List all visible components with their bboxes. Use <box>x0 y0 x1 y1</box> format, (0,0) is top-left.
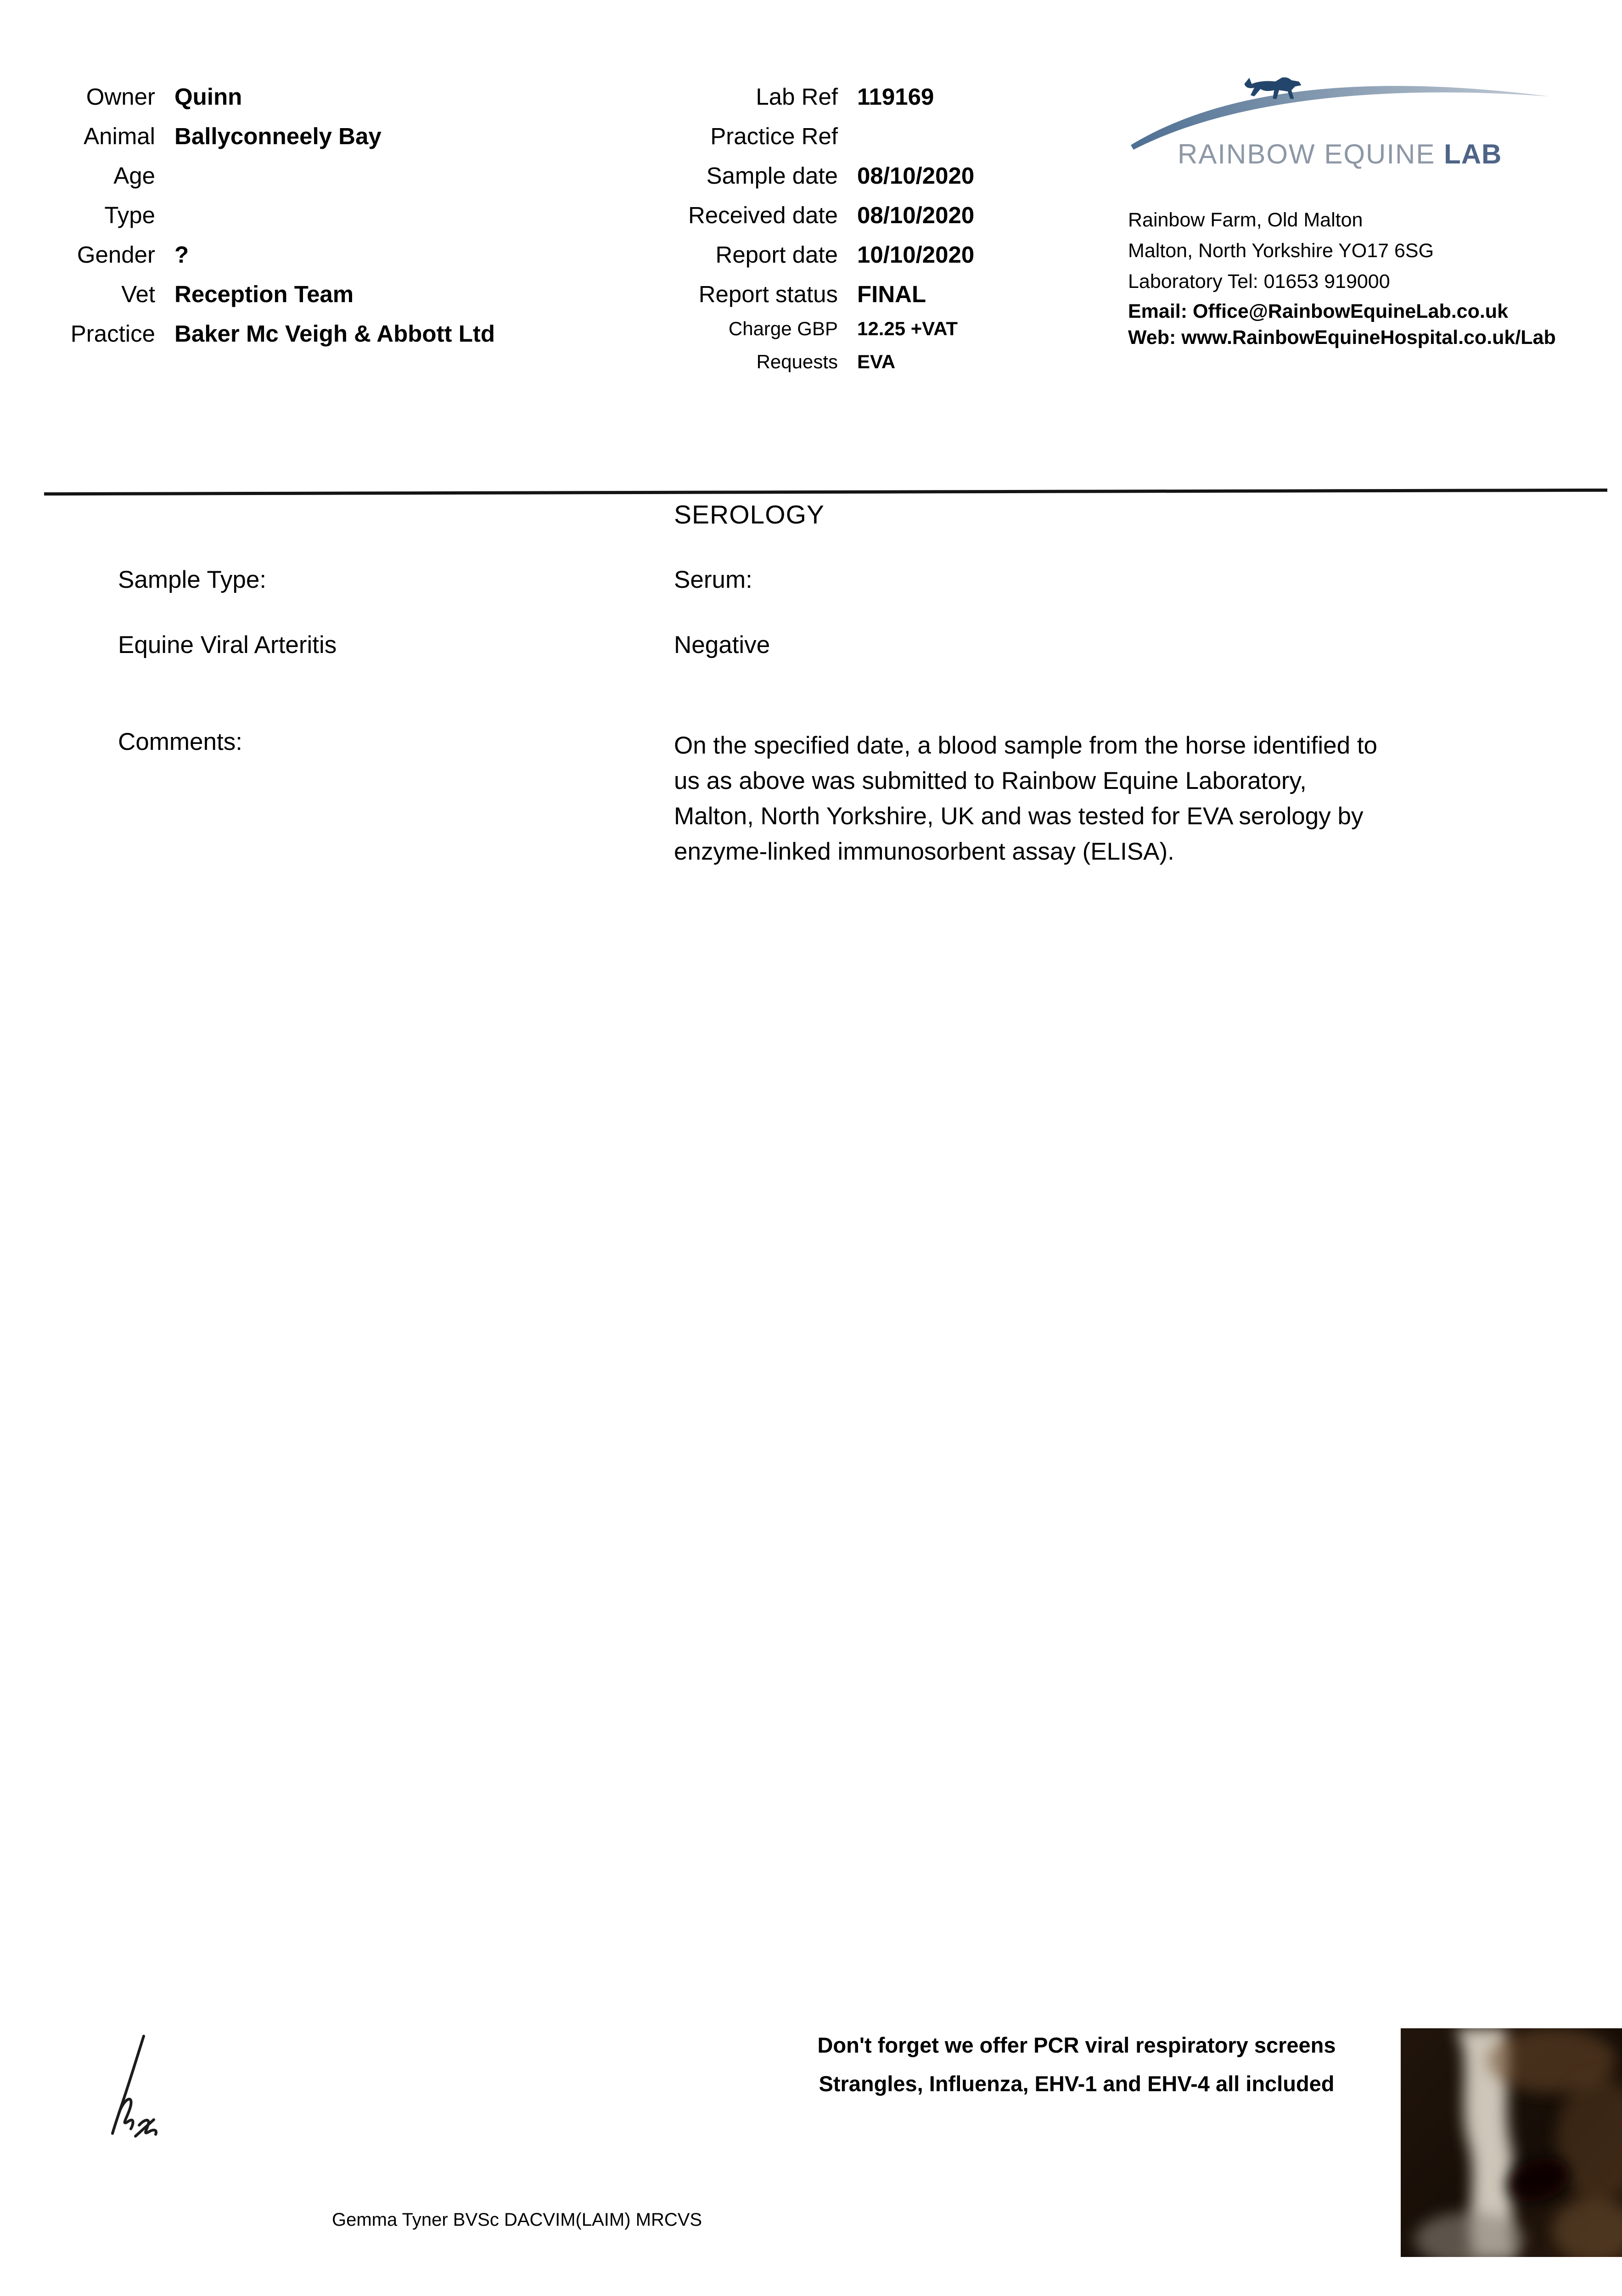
gender-value: ? <box>174 242 189 268</box>
lab-address-line2: Malton, North Yorkshire YO17 6SG <box>1128 240 1434 262</box>
lab-address-line1: Rainbow Farm, Old Malton <box>1128 209 1363 231</box>
lab-phone: Laboratory Tel: 01653 919000 <box>1128 270 1390 293</box>
promo-line2: Strangles, Influenza, EHV-1 and EHV-4 all included <box>819 2071 1335 2096</box>
horse-photo-art <box>1401 2028 1622 2257</box>
owner-label: Owner <box>86 84 155 110</box>
logo-wordmark <box>1178 138 1502 170</box>
section-title: SEROLOGY <box>674 500 825 529</box>
report-date-label: Report date <box>715 242 838 268</box>
requests-value: EVA <box>857 351 896 372</box>
promo-block <box>748 2032 1405 2096</box>
sample-type-label: Sample Type: <box>118 566 267 593</box>
age-label: Age <box>113 163 155 189</box>
charge-value: 12.25 +VAT <box>857 318 958 339</box>
lab-email: Email: Office@RainbowEquineLab.co.uk <box>1128 300 1508 322</box>
lab-logo <box>1128 73 1557 170</box>
lab-ref-label: Lab Ref <box>756 84 838 110</box>
report-date-value: 10/10/2020 <box>857 242 975 268</box>
charge-requests-block <box>588 312 1215 378</box>
report-details-block <box>588 77 1215 314</box>
requests-label: Requests <box>756 351 838 372</box>
animal-label: Animal <box>84 123 155 149</box>
sample-type-value: Serum: <box>674 566 752 593</box>
section-divider <box>44 489 1607 495</box>
received-date-value: 08/10/2020 <box>857 202 975 228</box>
animal-value: Ballyconneely Bay <box>174 123 382 149</box>
practice-label: Practice <box>70 321 155 347</box>
report-status-value: FINAL <box>857 281 926 307</box>
charge-label: Charge GBP <box>728 318 838 339</box>
lab-address-block <box>1128 205 1434 297</box>
practice-ref-label: Practice Ref <box>710 123 838 149</box>
received-date-label: Received date <box>688 202 838 228</box>
signature <box>90 2030 181 2158</box>
logo-text-lab: LAB <box>1444 139 1502 169</box>
logo-text-main: RAINBOW EQUINE <box>1178 139 1436 169</box>
owner-value: Quinn <box>174 84 242 110</box>
test-result: Negative <box>674 631 770 658</box>
vet-label: Vet <box>121 281 155 307</box>
practice-value: Baker Mc Veigh & Abbott Ltd <box>174 321 495 347</box>
gender-label: Gender <box>77 242 155 268</box>
comments-label: Comments: <box>118 728 242 755</box>
type-label: Type <box>104 202 155 228</box>
horse-muzzle-photo <box>1401 2028 1622 2257</box>
vet-value: Reception Team <box>174 281 354 307</box>
promo-line1: Don't forget we offer PCR viral respiratory screens <box>817 2033 1336 2057</box>
signatory-name: Gemma Tyner BVSc DACVIM(LAIM) MRCVS <box>332 2210 702 2230</box>
comments-text: On the specified date, a blood sample from the horse identified to us as above was submitted to Rainbow Equine Laboratory, Malton, North Yorkshire, UK and was tested for EVA serology by enzyme-linked immunosorbent assay (ELISA). <box>674 732 1378 865</box>
signature-icon <box>90 2030 181 2158</box>
test-name: Equine Viral Arteritis <box>118 631 337 658</box>
lab-web: Web: www.RainbowEquineHospital.co.uk/Lab <box>1128 326 1556 349</box>
lab-ref-value: 119169 <box>857 84 934 110</box>
sample-date-value: 08/10/2020 <box>857 163 975 189</box>
lab-contact-block <box>1128 298 1556 351</box>
sample-date-label: Sample date <box>706 163 838 189</box>
report-status-label: Report status <box>698 281 838 307</box>
